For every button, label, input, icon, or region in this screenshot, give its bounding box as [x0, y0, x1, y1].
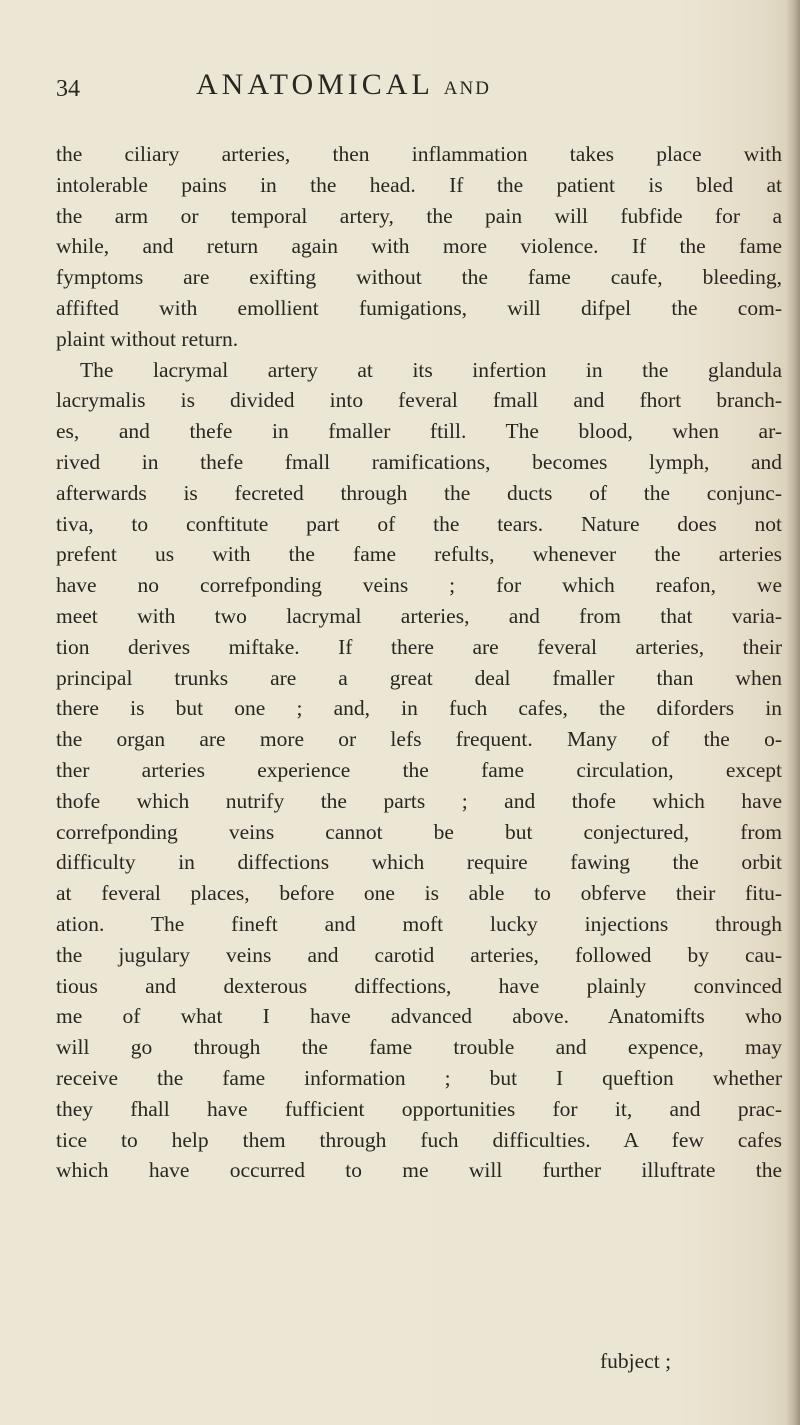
text-line: the ciliary arteries, then inflammation takes place with	[56, 142, 782, 166]
text-line: The lacrymal artery at its infertion in the glandula	[80, 357, 782, 382]
catchword: fubject ;	[600, 1349, 672, 1373]
text-line: principal trunks are a great deal fmaller than when	[56, 665, 782, 690]
text-line: the organ are more or lefs frequent. Many of the o-	[56, 727, 782, 752]
text-line: tion derives miftake. If there are feveral arteries, their	[56, 634, 782, 659]
text-line: there is but one ; and, in fuch cafes, the diforders in	[56, 696, 782, 721]
running-head-title: ANATOMICAL	[196, 68, 434, 101]
page-number: 34	[56, 76, 80, 102]
text-line: ther arteries experience the fame circulation, except	[56, 757, 782, 782]
page-header	[56, 68, 616, 108]
text-line: plaint without return.	[56, 326, 239, 351]
text-line: tious and dexterous diffections, have plainly convinced	[56, 973, 782, 998]
text-line: me of what I have advanced above. Anatomifts who	[56, 1004, 782, 1029]
text-line: tiva, to conftitute part of the tears. Nature does not	[56, 511, 782, 536]
text-line: they fhall have fufficient opportunities for it, and prac-	[56, 1096, 782, 1121]
running-head-suffix: AND	[443, 78, 491, 99]
text-line: ation. The fineft and moft lucky injections through	[56, 911, 782, 936]
text-line: meet with two lacrymal arteries, and from that varia-	[56, 603, 782, 628]
text-line: rived in thefe fmall ramifications, becomes lymph, and	[56, 449, 782, 474]
text-line: correfponding veins cannot be but conjectured, from	[56, 819, 782, 844]
text-line: affifted with emollient fumigations, will difpel the com-	[56, 295, 782, 320]
text-line: prefent us with the fame refults, whenever the arteries	[56, 542, 782, 567]
text-line: at feveral places, before one is able to obferve their fitu-	[56, 881, 782, 906]
running-head	[196, 68, 491, 102]
text-line: receive the fame information ; but I queftion whether	[56, 1065, 782, 1090]
text-line: while, and return again with more violence. If the fame	[56, 234, 782, 259]
text-line: tice to help them through fuch difficulties. A few cafes	[56, 1127, 782, 1152]
text-line: the arm or temporal artery, the pain will fubfide for a	[56, 203, 782, 228]
text-line: intolerable pains in the head. If the patient is bled at	[56, 172, 782, 197]
text-line: es, and thefe in fmaller ftill. The blood, when ar-	[56, 419, 782, 444]
text-line: thofe which nutrify the parts ; and thofe which have	[56, 788, 782, 813]
page-edge-shadow	[786, 0, 800, 1425]
text-line: have no correfponding veins ; for which reafon, we	[56, 573, 782, 598]
text-line: will go through the fame trouble and expence, may	[56, 1035, 782, 1060]
text-line: afterwards is fecreted through the ducts of the conjunc-	[56, 480, 782, 505]
text-line: which have occurred to me will further illuftrate the	[56, 1158, 782, 1183]
text-line: the jugulary veins and carotid arteries, followed by cau-	[56, 942, 782, 967]
text-line: difficulty in diffections which require fawing the orbit	[56, 850, 782, 875]
text-line: fymptoms are exifting without the fame caufe, bleeding,	[56, 265, 782, 290]
text-line: lacrymalis is divided into feveral fmall and fhort branch-	[56, 388, 782, 413]
body-text	[56, 139, 782, 1186]
